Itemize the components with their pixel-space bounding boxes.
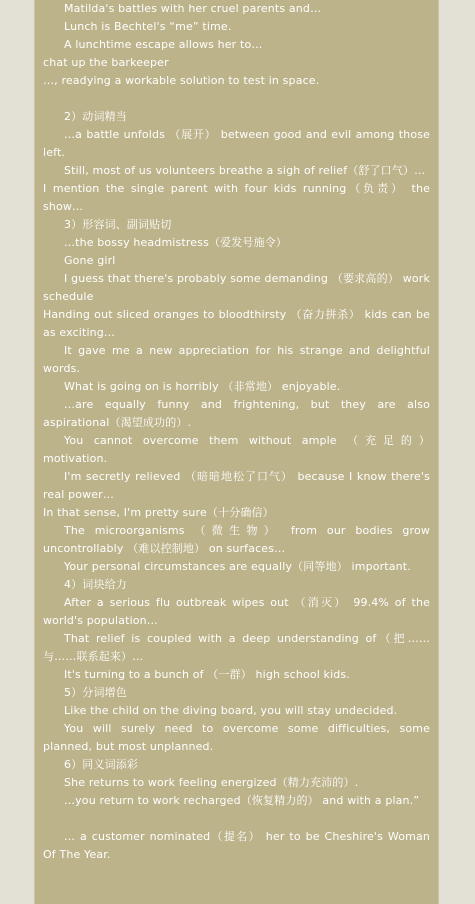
text-line: You cannot overcome them without ample （充足的） motivation. xyxy=(43,434,434,465)
blank-line xyxy=(43,90,430,108)
text-line: I'm secretly relieved （暗暗地松了口气） because I know there's real power… xyxy=(43,470,434,501)
text-line: 4）词块给力 xyxy=(64,578,127,591)
text-line: Matilda's battles with her cruel parents and… xyxy=(64,2,322,15)
text-line: …, readying a workable solution to test in space. xyxy=(43,74,320,87)
text-line: 6）同义词添彩 xyxy=(64,758,139,771)
text-line: In that sense, I'm pretty sure（十分确信） xyxy=(43,506,274,519)
text-line: … a customer nominated（提名） her to be Cheshire's Woman Of The Year. xyxy=(43,830,434,861)
text-line: That relief is coupled with a deep understanding of（把……与……联系起来）… xyxy=(43,632,430,663)
text-line: Lunch is Bechtel's “me” time. xyxy=(64,20,232,33)
text-line: chat up the barkeeper xyxy=(43,56,169,69)
text-line: I mention the single parent with four kids running（负责） the show… xyxy=(43,182,434,213)
text-line: You will surely need to overcome some difficulties, some planned, but most unplanned. xyxy=(43,722,434,753)
article-panel xyxy=(34,0,439,904)
text-line: A lunchtime escape allows her to… xyxy=(64,38,263,51)
text-line: Still, most of us volunteers breathe a sigh of relief（舒了口气）… xyxy=(64,164,426,177)
text-line: 5）分词增色 xyxy=(64,686,127,699)
text-line: 2）动词精当 xyxy=(64,110,127,123)
text-line: 3）形容词、副词贴切 xyxy=(64,218,172,231)
text-line: After a serious flu outbreak wipes out （消灭） 99.4% of the world's population… xyxy=(43,596,434,627)
article-text xyxy=(43,0,434,864)
text-line: The microorganisms （微生物） from our bodies grow uncontrollably （难以控制地） on surfaces… xyxy=(43,524,434,555)
text-line: Gone girl xyxy=(64,254,116,267)
text-line: What is going on is horribly （非常地） enjoyable. xyxy=(64,380,341,393)
text-line: …the bossy headmistress（爱发号施令） xyxy=(64,236,288,249)
text-line: …you return to work recharged（恢复精力的） and with a plan.” xyxy=(64,794,420,807)
text-line: Handing out sliced oranges to bloodthirsty （奋力拼杀） kids can be as exciting… xyxy=(43,308,434,339)
text-line: Your personal circumstances are equally（同等地） important. xyxy=(64,560,411,573)
text-line: It gave me a new appreciation for his strange and delightful words. xyxy=(43,344,434,375)
text-line: It's turning to a bunch of （一群） high school kids. xyxy=(64,668,350,681)
blank-line xyxy=(43,810,430,828)
text-line: I guess that there's probably some demanding （要求高的） work schedule xyxy=(43,272,434,303)
text-line: …a battle unfolds （展开） between good and evil among those left. xyxy=(43,128,434,159)
text-line: …are equally funny and frightening, but they are also aspirational（渴望成功的）. xyxy=(43,398,434,429)
text-line: Like the child on the diving board, you will stay undecided. xyxy=(64,704,398,717)
text-line: She returns to work feeling energized（精力充沛的）. xyxy=(64,776,359,789)
